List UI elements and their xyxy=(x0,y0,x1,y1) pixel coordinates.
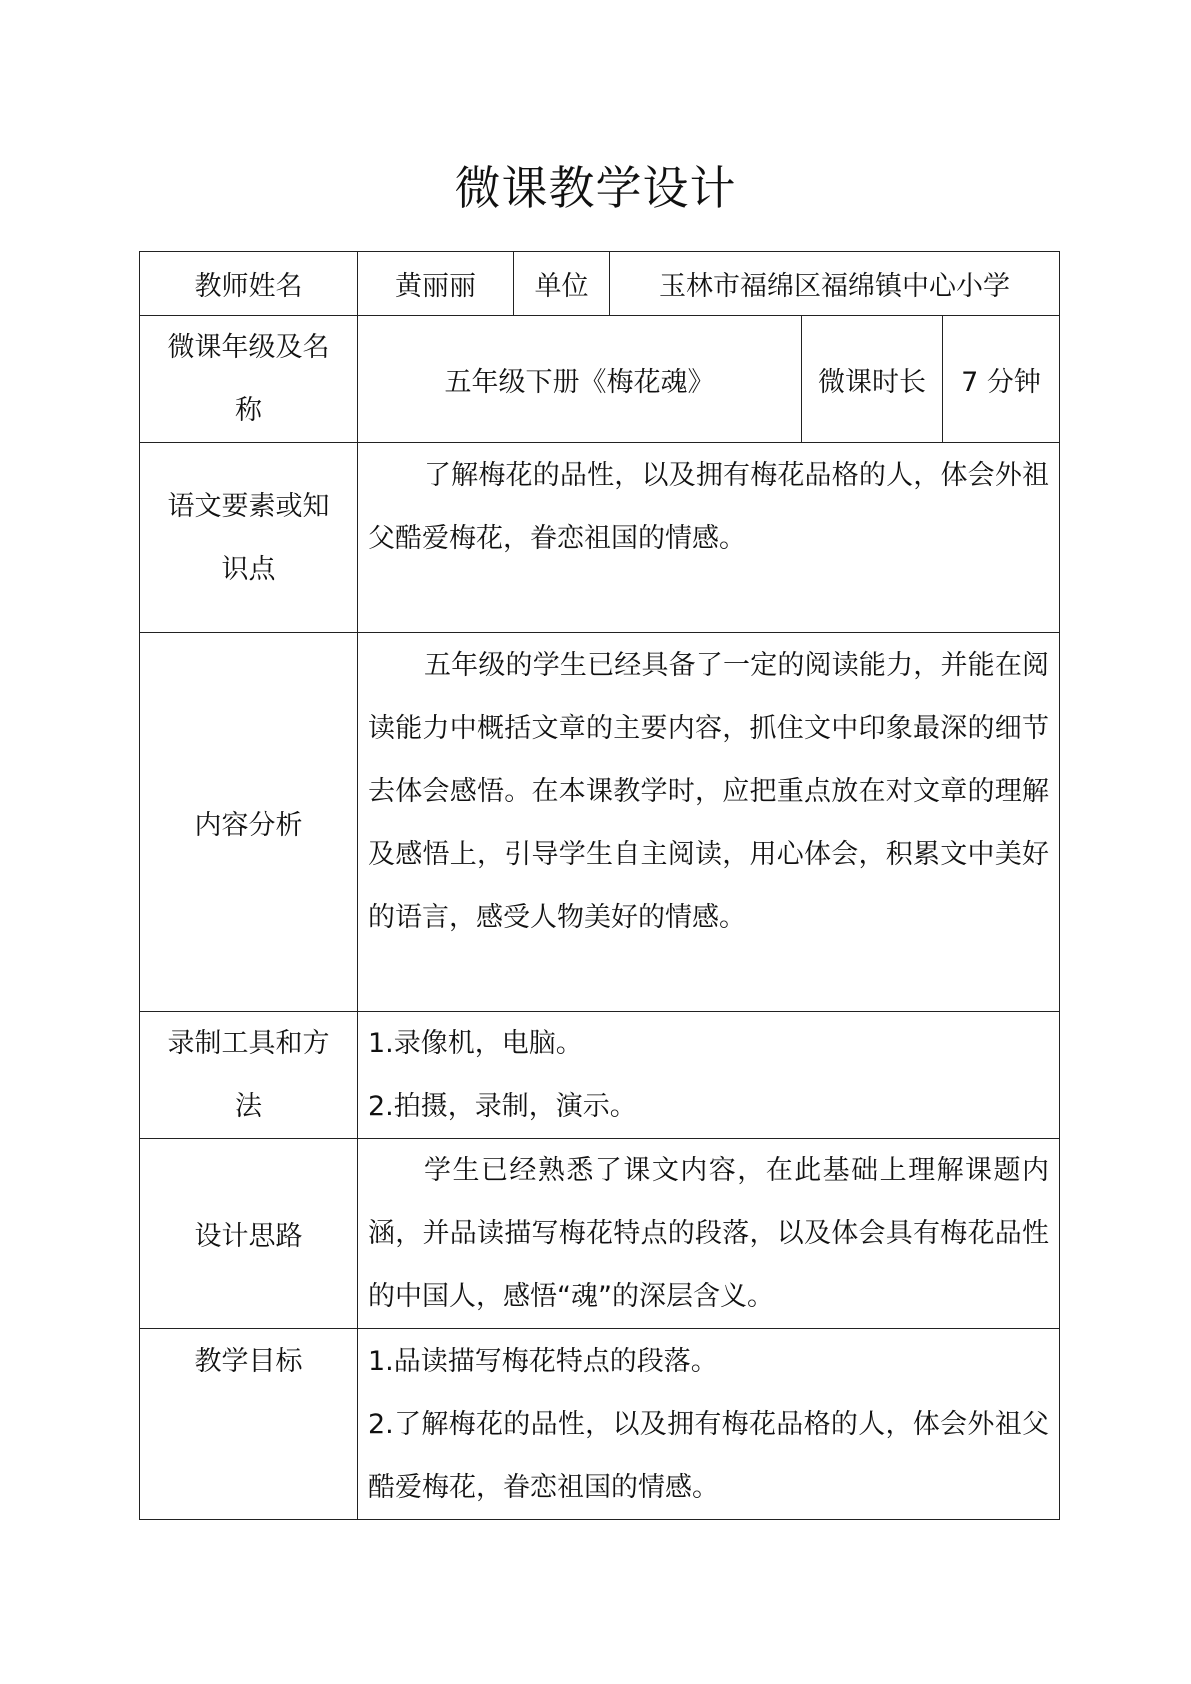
page-title: 微课教学设计 xyxy=(454,161,737,215)
label-tools xyxy=(140,1012,358,1139)
label-tools-line2: 法 xyxy=(235,1091,262,1122)
value-tools xyxy=(358,1012,1060,1139)
label-course-name xyxy=(140,316,358,443)
label-goals xyxy=(140,1329,358,1520)
label-course-name-line2: 称 xyxy=(235,395,262,426)
label-duration: 微课时长 xyxy=(802,316,943,443)
value-teacher-name: 黄丽丽 xyxy=(358,252,514,316)
value-duration: 7 分钟 xyxy=(943,316,1060,443)
knowledge-text: 了解梅花的品性，以及拥有梅花品格的人，体会外祖父酷爱梅花，眷恋祖国的情感。 xyxy=(368,460,1050,554)
value-course-name: 五年级下册《梅花魂》 xyxy=(358,316,802,443)
label-goals-text: 教学目标 xyxy=(194,1346,303,1377)
label-course-name-line1: 微课年级及名 xyxy=(167,332,330,363)
value-unit: 玉林市福绵区福绵镇中心小学 xyxy=(610,252,1060,316)
row-teacher xyxy=(140,252,1060,316)
label-unit: 单位 xyxy=(514,252,610,316)
label-tools-line1: 录制工具和方 xyxy=(167,1028,330,1059)
goals-item-2: 2.了解梅花的品性，以及拥有梅花品格的人，体会外祖父酷爱梅花，眷恋祖国的情感。 xyxy=(368,1409,1050,1503)
design-text: 学生已经熟悉了课文内容，在此基础上理解课题内涵，并品读描写梅花特点的段落，以及体会具有梅花品性的中国人，感悟“魂”的深层含义。 xyxy=(368,1155,1050,1312)
label-knowledge-line2: 识点 xyxy=(221,553,276,585)
row-course xyxy=(140,316,1060,443)
label-knowledge-line1: 语文要素或知 xyxy=(167,490,330,522)
goals-item-1: 1.品读描写梅花特点的段落。 xyxy=(368,1346,718,1377)
label-analysis: 内容分析 xyxy=(140,633,358,1012)
lesson-design-table xyxy=(139,251,1060,1520)
label-design: 设计思路 xyxy=(140,1139,358,1329)
value-goals xyxy=(358,1329,1060,1520)
row-goals xyxy=(140,1329,1060,1520)
analysis-text: 五年级的学生已经具备了一定的阅读能力，并能在阅读能力中概括文章的主要内容，抓住文中印象最深的细节去体会感悟。在本课教学时，应把重点放在对文章的理解及感悟上，引导学生自主阅读，用心体会，积累文中美好的语言，感受人物美好的情感。 xyxy=(368,650,1050,933)
label-knowledge xyxy=(140,443,358,633)
tools-item-2: 2.拍摄，录制，演示。 xyxy=(368,1091,637,1122)
value-analysis xyxy=(358,633,1060,1012)
row-knowledge xyxy=(140,443,1060,633)
label-teacher-name: 教师姓名 xyxy=(140,252,358,316)
value-knowledge xyxy=(358,443,1060,633)
value-design xyxy=(358,1139,1060,1329)
row-tools xyxy=(140,1012,1060,1139)
row-design xyxy=(140,1139,1060,1329)
tools-item-1: 1.录像机，电脑。 xyxy=(368,1028,583,1059)
row-analysis xyxy=(140,633,1060,1012)
